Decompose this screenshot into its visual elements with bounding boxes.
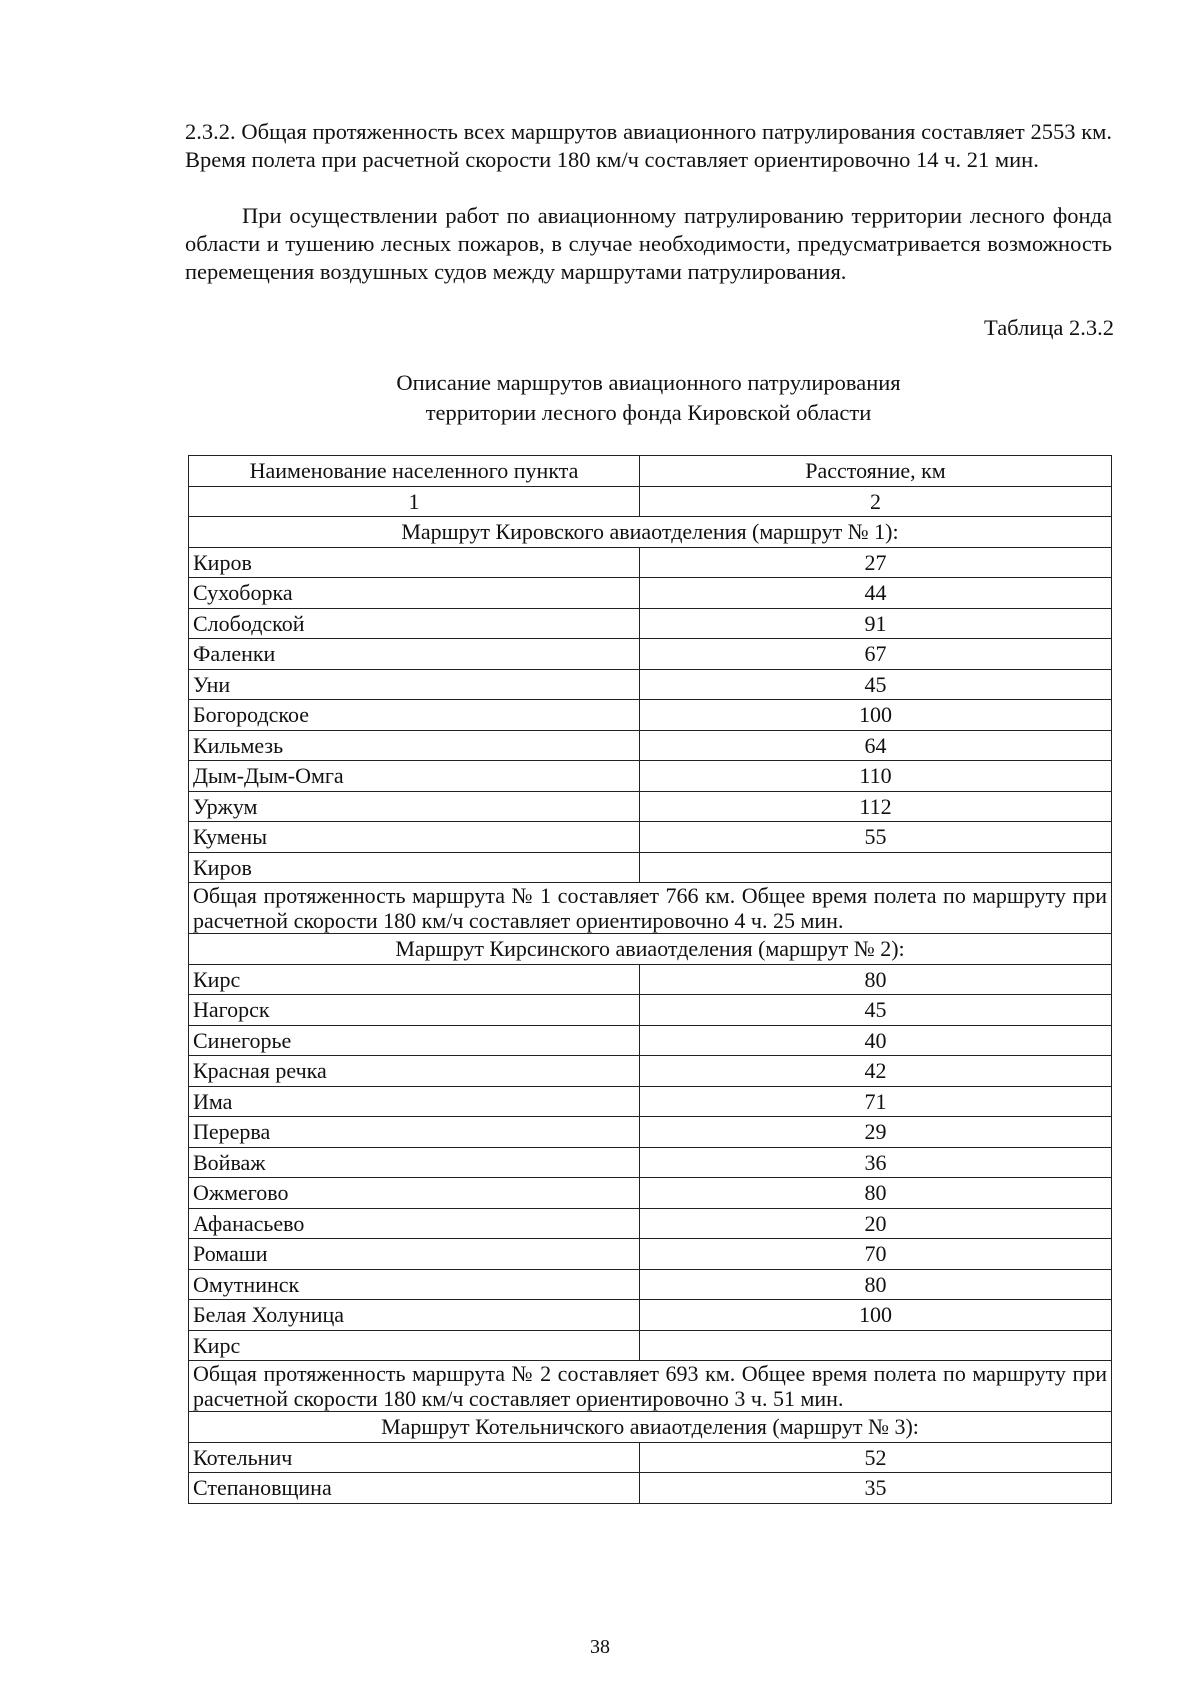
table-row: [189, 1025, 1112, 1056]
settlement-name: Омутнинск: [189, 1269, 640, 1300]
settlement-name: Ожмегово: [189, 1178, 640, 1209]
table-row: [189, 1239, 1112, 1270]
route-summary: Общая протяженность маршрута № 1 составляет 766 км. Общее время полета по маршруту при расчетной скорости 180 км/ч составляет ориентировочно 4 ч. 25 мин.: [189, 883, 1112, 934]
settlement-name: Уржум: [189, 791, 640, 822]
route-title-row: [189, 934, 1112, 965]
table-row: [189, 1208, 1112, 1239]
table-row: [189, 995, 1112, 1026]
table-row: [189, 700, 1112, 731]
distance-value: 45: [640, 995, 1112, 1026]
settlement-name: Кирс: [189, 964, 640, 995]
table-row: [189, 578, 1112, 609]
settlement-name: Уни: [189, 669, 640, 700]
distance-value: 29: [640, 1117, 1112, 1148]
settlement-name: Войваж: [189, 1147, 640, 1178]
distance-value: 64: [640, 730, 1112, 761]
route-title-row: [189, 517, 1112, 548]
route-summary: Общая протяженность маршрута № 2 составляет 693 км. Общее время полета по маршруту при расчетной скорости 180 км/ч составляет ориентировочно 3 ч. 51 мин.: [189, 1361, 1112, 1412]
routes-table: [188, 455, 1112, 1504]
route-summary-row: [189, 883, 1112, 934]
column-number-row: [189, 486, 1112, 517]
column-number-1: 1: [189, 486, 640, 517]
table-row: [189, 1117, 1112, 1148]
settlement-name: Кумены: [189, 822, 640, 853]
distance-value: 36: [640, 1147, 1112, 1178]
distance-value: 80: [640, 964, 1112, 995]
distance-value: 42: [640, 1056, 1112, 1087]
table-row: [189, 1330, 1112, 1361]
distance-value: 91: [640, 608, 1112, 639]
table-title-line-1: Описание маршрутов авиационного патрулирования: [396, 370, 901, 395]
settlement-name: Кирс: [189, 1330, 640, 1361]
route-title-row: [189, 1412, 1112, 1443]
distance-value: 80: [640, 1178, 1112, 1209]
settlement-name: Фаленки: [189, 639, 640, 670]
settlement-name: Перерва: [189, 1117, 640, 1148]
settlement-name: Слободской: [189, 608, 640, 639]
header-settlement-name: Наименование населенного пункта: [189, 456, 640, 487]
settlement-name: Белая Холуница: [189, 1300, 640, 1331]
settlement-name: Котельнич: [189, 1442, 640, 1473]
table-row: [189, 1442, 1112, 1473]
distance-value: 70: [640, 1239, 1112, 1270]
settlement-name: Синегорье: [189, 1025, 640, 1056]
distance-value: 112: [640, 791, 1112, 822]
distance-value: 40: [640, 1025, 1112, 1056]
settlement-name: Киров: [189, 547, 640, 578]
table-row: [189, 1178, 1112, 1209]
settlement-name: Сухоборка: [189, 578, 640, 609]
settlement-name: Дым-Дым-Омга: [189, 761, 640, 792]
header-row: [189, 456, 1112, 487]
table-row: [189, 639, 1112, 670]
distance-value: 27: [640, 547, 1112, 578]
table-row: [189, 964, 1112, 995]
table-title-line-2: территории лесного фонда Кировской области: [425, 400, 872, 425]
table-title: [185, 368, 1112, 428]
table-row: [189, 547, 1112, 578]
route-title: Маршрут Котельничского авиаотделения (маршрут № 3):: [189, 1412, 1112, 1443]
table-row: [189, 1056, 1112, 1087]
route-title: Маршрут Кировского авиаотделения (маршрут № 1):: [189, 517, 1112, 548]
routes-table-body: [189, 456, 1112, 1504]
settlement-name: Богородское: [189, 700, 640, 731]
distance-value: 44: [640, 578, 1112, 609]
distance-value: 80: [640, 1269, 1112, 1300]
header-distance: Расстояние, км: [640, 456, 1112, 487]
settlement-name: Ромаши: [189, 1239, 640, 1270]
distance-value: [640, 1330, 1112, 1361]
distance-value: 71: [640, 1086, 1112, 1117]
page-number: 38: [590, 1636, 610, 1658]
table-row: [189, 852, 1112, 883]
distance-value: 67: [640, 639, 1112, 670]
settlement-name: Степановщина: [189, 1473, 640, 1504]
distance-value: 100: [640, 700, 1112, 731]
settlement-name: Киров: [189, 852, 640, 883]
distance-value: 35: [640, 1473, 1112, 1504]
distance-value: [640, 852, 1112, 883]
distance-value: 100: [640, 1300, 1112, 1331]
table-row: [189, 1300, 1112, 1331]
table-label: Таблица 2.3.2: [984, 315, 1114, 340]
table-row: [189, 1473, 1112, 1504]
settlement-name: Има: [189, 1086, 640, 1117]
table-row: [189, 730, 1112, 761]
distance-value: 45: [640, 669, 1112, 700]
table-row: [189, 1147, 1112, 1178]
table-row: [189, 1269, 1112, 1300]
distance-value: 110: [640, 761, 1112, 792]
table-row: [189, 791, 1112, 822]
table-row: [189, 822, 1112, 853]
route-title: Маршрут Кирсинского авиаотделения (маршрут № 2):: [189, 934, 1112, 965]
settlement-name: Афанасьево: [189, 1208, 640, 1239]
table-row: [189, 1086, 1112, 1117]
distance-value: 52: [640, 1442, 1112, 1473]
table-row: [189, 608, 1112, 639]
distance-value: 20: [640, 1208, 1112, 1239]
route-summary-row: [189, 1361, 1112, 1412]
paragraph-total-length: 2.3.2. Общая протяженность всех маршрутов авиационного патрулирования составляет 2553 км. Время полета при расчетной скорости 180 км/ч составляет ориентировочно 14 ч. 21 мин.: [185, 119, 1112, 172]
settlement-name: Красная речка: [189, 1056, 640, 1087]
distance-value: 55: [640, 822, 1112, 853]
table-row: [189, 761, 1112, 792]
table-row: [189, 669, 1112, 700]
paragraph-aircraft-relocation: При осуществлении работ по авиационному патрулированию территории лесного фонда области и тушению лесных пожаров, в случае необходимости, предусматривается возможность перемещения воздушных судов между маршрутами патрулирования.: [185, 203, 1112, 284]
settlement-name: Нагорск: [189, 995, 640, 1026]
settlement-name: Кильмезь: [189, 730, 640, 761]
column-number-2: 2: [640, 486, 1112, 517]
